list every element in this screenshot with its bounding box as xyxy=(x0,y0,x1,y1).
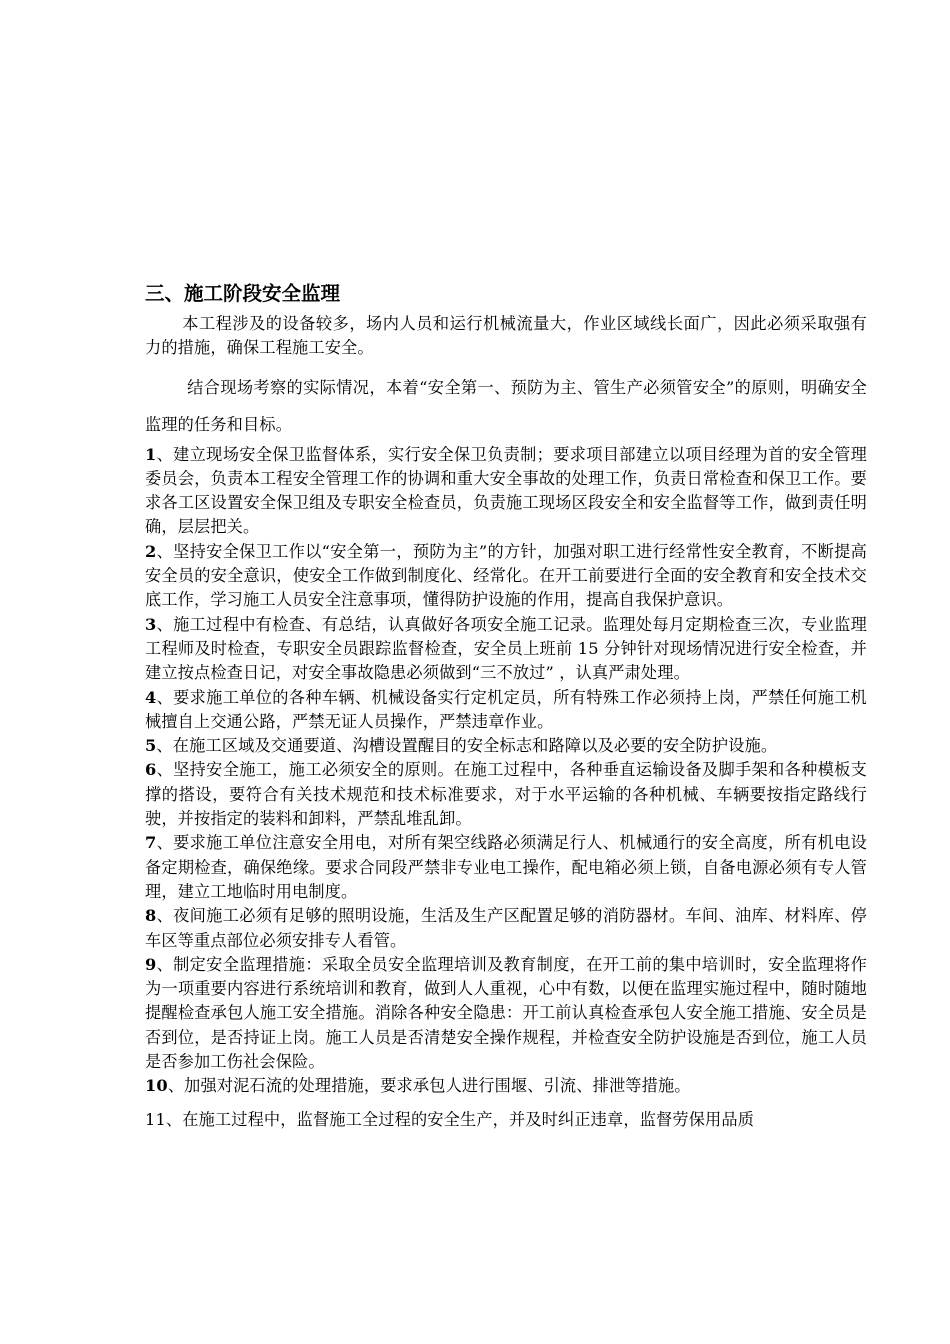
list-item-5 xyxy=(145,734,867,758)
item-text: 、制定安全监理措施：采取全员安全监理培训及教育制度，在开工前的集中培训时，安全监理将作为一项重要内容进行系统培训和教育，做到人人重视，心中有数，以便在监理实施过程中，随时随地提醒检查承包人施工安全措施。消除各种安全隐患：开工前认真检查承包人安全施工措施、安全员是否到位，是否持证上岗。施工人员是否清楚安全操作规程，并检查安全防护设施是否到位，施工人员是否参加工伤社会保险。 xyxy=(145,954,867,1072)
item-text: 、坚持安全保卫工作以“安全第一，预防为主”的方针，加强对职工进行经常性安全教育，不断提高安全员的安全意识，使安全工作做到制度化、经常化。在开工前要进行全面的安全教育和安全技术交底工作，学习施工人员安全注意事项，懂得防护设施的作用，提高自我保护意识。 xyxy=(145,541,867,610)
item-number: 6 xyxy=(145,760,157,780)
item-text: 、坚持安全施工，施工必须安全的原则。在施工过程中，各种垂直运输设备及脚手架和各种模板支撑的搭设，要符合有关技术规范和技术标准要求，对于水平运输的各种机械、车辆要按指定路线行驶，并按指定的装料和卸料，严禁乱堆乱卸。 xyxy=(145,760,867,829)
item-number: 3 xyxy=(145,614,157,634)
item-number: 8 xyxy=(145,906,157,926)
item-number: 7 xyxy=(145,833,157,853)
list-item-1 xyxy=(145,443,867,540)
item-text: 、在施工过程中，监督施工全过程的安全生产，并及时纠正违章，监督劳保用品质 xyxy=(165,1109,755,1129)
item-text: 、施工过程中有检查、有总结，认真做好各项安全施工记录。监理处每月定期检查三次，专业监理工程师及时检查，专职安全员跟踪监督检查，安全员上班前 15 分钟针对现场情况进行安全检查，并建立按点检查日记，对安全事故隐患必须做到“三不放过” ，认真严肃处理。 xyxy=(145,614,867,683)
item-number: 2 xyxy=(145,541,157,561)
item-text: 、在施工区域及交通要道、沟槽设置醒目的安全标志和路障以及必要的安全防护设施。 xyxy=(156,736,778,756)
list-item-3 xyxy=(145,613,867,686)
item-number: 4 xyxy=(145,687,157,707)
intro-paragraph-1: 本工程涉及的设备较多，场内人员和运行机械流量大，作业区域线长面广，因此必须采取强有力的措施，确保工程施工安全。 xyxy=(145,314,867,358)
section-heading: 三、施工阶段安全监理 xyxy=(145,282,341,305)
item-text: 、建立现场安全保卫监督体系，实行安全保卫负责制；要求项目部建立以项目经理为首的安全管理委员会，负责本工程安全管理工作的协调和重大安全事故的处理工作，负责日常检查和保卫工作。要求各工区设置安全保卫组及专职安全检查员，负责施工现场区段安全和安全监督等工作，做到责任明确，层层把关。 xyxy=(145,444,867,537)
item-number: 11 xyxy=(145,1109,166,1129)
document-page xyxy=(145,281,867,1132)
item-number: 5 xyxy=(145,736,157,756)
item-number: 1 xyxy=(145,444,157,464)
list-item-4 xyxy=(145,686,867,735)
list-item-6 xyxy=(145,758,867,831)
item-number: 10 xyxy=(145,1076,168,1096)
list-item-11 xyxy=(145,1108,867,1132)
item-number: 9 xyxy=(145,954,157,974)
intro-paragraph-2: 结合现场考察的实际情况，本着“安全第一、预防为主、管生产必须管安全”的原则，明确安全监理的任务和目标。 xyxy=(145,377,867,434)
list-item-2 xyxy=(145,540,867,613)
list-item-9 xyxy=(145,953,867,1074)
item-text: 、要求施工单位注意安全用电，对所有架空线路必须满足行人、机械通行的安全高度，所有机电设备定期检查，确保绝缘。要求合同段严禁非专业电工操作，配电箱必须上锁，自备电源必须有专人管理，建立工地临时用电制度。 xyxy=(145,833,867,901)
list-item-8 xyxy=(145,904,867,953)
item-text: 、夜间施工必须有足够的照明设施，生活及生产区配置足够的消防器材。车间、油库、材料库、停车区等重点部位必须安排专人看管。 xyxy=(145,906,867,950)
list-item-7 xyxy=(145,831,867,904)
list-item-10 xyxy=(145,1074,867,1098)
item-text: 、要求施工单位的各种车辆、机械设备实行定机定员，所有特殊工作必须持上岗，严禁任何施工机械擅自上交通公路，严禁无证人员操作，严禁违章作业。 xyxy=(145,687,867,731)
item-text: 、加强对泥石流的处理措施，要求承包人进行围堰、引流、排泄等措施。 xyxy=(167,1076,691,1096)
